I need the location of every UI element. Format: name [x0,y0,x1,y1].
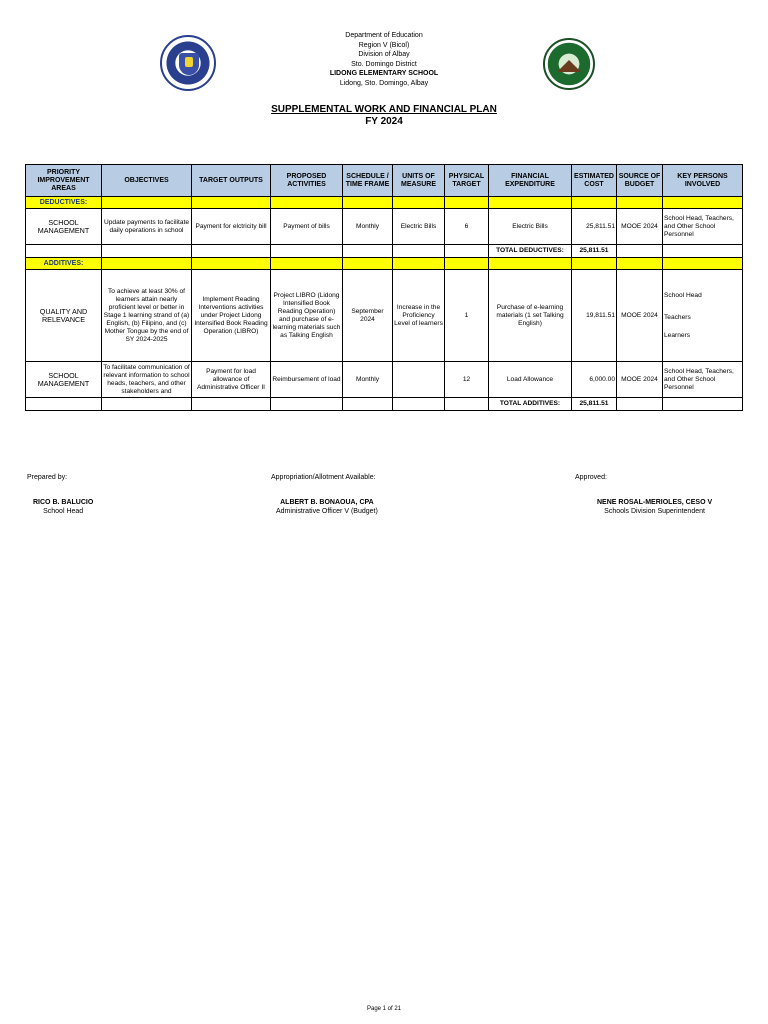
signatory-name: RICO B. BALUCIO [33,499,94,506]
cell-objectives: To facilitate communication of relevant information to school heads, teachers, and other stakeholders and [102,362,192,398]
cell-objectives: To achieve at least 30% of learners attain nearly proficient level or better in Stage 1 learning strand of (a) English, (b) Filipino, and (c) Mother Tongue by the end of SY 2024-2025 [102,270,192,362]
section-row-additives [26,258,743,270]
total-label: TOTAL ADDITIVES: [489,398,572,411]
cell-units [393,362,445,398]
total-value: 25,811.51 [572,245,617,258]
col-header: UNITS OF MEASURE [393,165,445,197]
prepared-by-label: Prepared by: [27,474,68,481]
cell-expenditure: Purchase of e-learning materials (1 set Talking English) [489,270,572,362]
signatory-prepared [33,499,93,516]
header-line-4: Sto. Domingo District [351,60,417,68]
cell-target: 12 [445,362,489,398]
col-header: KEY PERSONS INVOLVED [663,165,743,197]
cell-units: Increase in the Proficiency Level of learners [393,270,445,362]
cell-outputs: Payment for load allowance of Administrative Officer II [192,362,271,398]
col-header: OBJECTIVES [102,165,192,197]
cell-activities: Reimbursement of load [271,362,343,398]
signatory-approved [597,499,712,516]
cell-target: 6 [445,209,489,245]
col-header: PRIORITY IMPROVEMENT AREAS [26,165,102,197]
cell-activities: Project LIBRO (Lidong Intensified Book Reading Operation) and purchase of e-learning materials such as Talking English [271,270,343,362]
cell-units: Electric Bills [393,209,445,245]
cell-area: QUALITY AND RELEVANCE [26,270,102,362]
total-label: TOTAL DEDUCTIVES: [489,245,572,258]
page-number: Page 1 of 21 [366,1006,402,1012]
cell-expenditure: Electric Bills [489,209,572,245]
cell-area: SCHOOL MANAGEMENT [26,362,102,398]
title-main: SUPPLEMENTAL WORK AND FINANCIAL PLAN [271,104,497,115]
col-header: TARGET OUTPUTS [192,165,271,197]
col-header: PROPOSED ACTIVITIES [271,165,343,197]
person-item: Teachers [664,313,691,321]
col-header: ESTIMATED COST [572,165,617,197]
cell-outputs: Implement Reading Interventions activities under Project Lidong Intensified Book Reading Operation (LIBRO) [192,270,271,362]
col-header: PHYSICAL TARGET [445,165,489,197]
header-line-1: Department of Education [345,32,423,39]
cell-cost: 25,811.51 [572,209,617,245]
table-header-row [26,165,743,197]
header-line-2: Region V (Bicol) [358,41,410,49]
signatory-position: Administrative Officer V (Budget) [276,507,378,515]
cell-target: 1 [445,270,489,362]
cell-schedule: September 2024 [343,270,393,362]
cell-outputs: Payment for elctricity bill [192,209,271,245]
total-value: 25,811.51 [572,398,617,411]
plan-table [25,164,743,411]
signatory-appropriation [276,499,378,516]
document-header [0,31,768,89]
cell-source: MOOE 2024 [617,209,663,245]
school-address: Lidong, Sto. Domingo, Albay [339,79,429,87]
signatory-position: School Head [43,507,84,515]
section-label: DEDUCTIVES: [26,197,102,209]
approved-label: Approved: [575,474,607,481]
table-row [26,270,743,362]
col-header: FINANCIAL EXPENDITURE [489,165,572,197]
person-item: School Head [664,291,702,299]
cell-persons [663,270,743,362]
document-title [0,104,768,128]
header-line-3: Division of Albay [358,51,410,59]
cell-schedule: Monthly [343,209,393,245]
cell-source: MOOE 2024 [617,362,663,398]
table-row [26,209,743,245]
cell-area: SCHOOL MANAGEMENT [26,209,102,245]
cell-persons: School Head, Teachers, and Other School Personnel [663,362,743,398]
cell-source: MOOE 2024 [617,270,663,362]
title-fy: FY 2024 [365,116,403,127]
cell-cost: 19,811.51 [572,270,617,362]
table-row [26,362,743,398]
col-header: SOURCE OF BUDGET [617,165,663,197]
section-label: ADDITIVES: [26,258,102,270]
cell-persons: School Head, Teachers, and Other School Personnel [663,209,743,245]
cell-objectives: Update payments to facilitate daily operations in school [102,209,192,245]
cell-cost: 6,000.00 [572,362,617,398]
section-row-deductives [26,197,743,209]
person-item: Learners [664,331,691,339]
cell-expenditure: Load Allowance [489,362,572,398]
signatory-name: NENE ROSAL-MERIOLES, CESO V [597,499,713,506]
cell-activities: Payment of bills [271,209,343,245]
total-row-deductives [26,245,743,258]
total-row-additives [26,398,743,411]
appropriation-label: Appropriation/Allotment Available: [271,474,376,481]
cell-schedule: Monthly [343,362,393,398]
school-name: LIDONG ELEMENTARY SCHOOL [329,70,439,78]
signatory-position: Schools Division Superintendent [604,507,705,515]
col-header: SCHEDULE / TIME FRAME [343,165,393,197]
signatory-name: ALBERT B. BONAOUA, CPA [280,499,374,506]
